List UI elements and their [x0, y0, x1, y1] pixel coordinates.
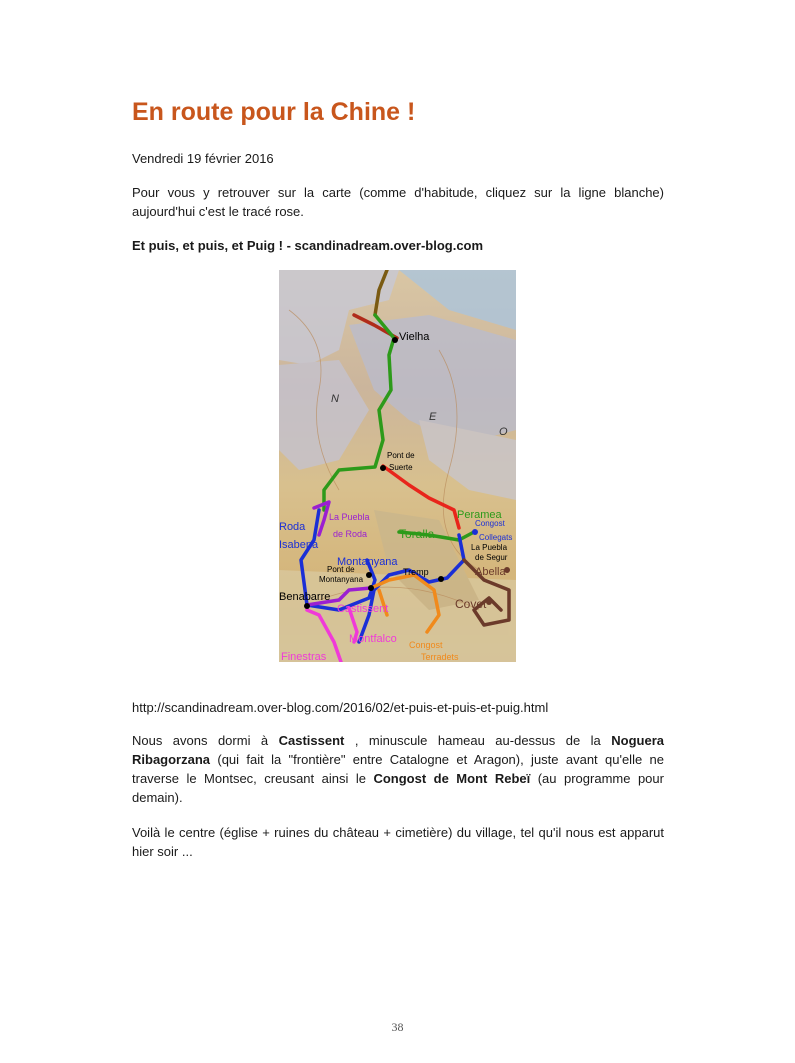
label-pont-suerte-1: Pont de: [387, 451, 415, 460]
p1-bold-noguera: Noguera Ribagorzana: [132, 733, 664, 767]
label-finestras: Finestras: [281, 651, 327, 662]
label-montfalco: Montfalco: [349, 633, 397, 645]
label-congost-terradets-1: Congost: [409, 640, 443, 650]
label-isabena: Isabena: [279, 539, 319, 551]
intro-paragraph: Pour vous y retrouver sur la carte (comme d'habitude, cliquez sur la ligne blanche) aujourd'hui c'est le tracé rose.: [132, 185, 664, 219]
label-vielha: Vielha: [399, 331, 430, 343]
route-map[interactable]: [279, 270, 516, 662]
label-pont-montanyana-2: Montanyana: [319, 575, 364, 584]
label-pont-montanyana-1: Pont de: [327, 565, 355, 574]
label-roda: Roda: [279, 521, 306, 533]
article-url[interactable]: http://scandinadream.over-blog.com/2016/02/et-puis-et-puis-et-puig.html: [132, 700, 549, 715]
paragraph-village: Voilà le centre (église + ruines du château + cimetière) du village, tel qu'il nous est apparut hier soir ...: [132, 825, 664, 859]
page-number: 38: [391, 1020, 404, 1034]
label-puebla-roda-1: La Puebla: [329, 512, 370, 522]
label-o: O: [499, 426, 508, 438]
linked-article-title[interactable]: Et puis, et puis, et Puig ! - scandinadream.over-blog.com: [132, 238, 484, 253]
label-tremp: Tremp: [403, 567, 429, 577]
label-castissent: Castissent: [337, 603, 389, 615]
p1-bold-castissent: Castissent: [278, 733, 345, 748]
label-montanyana: Montanyana: [337, 556, 398, 568]
label-pont-suerte-2: Suerte: [389, 463, 413, 472]
label-puebla-segur-1: La Puebla: [471, 543, 508, 552]
label-puebla-segur-2: de Segur: [475, 553, 508, 562]
label-puebla-roda-2: de Roda: [333, 529, 368, 539]
p1-text-4: (au programme pour demain).: [132, 771, 664, 805]
label-collegats: Collegats: [479, 533, 513, 542]
label-n: N: [331, 393, 339, 405]
page-title: En route pour la Chine !: [132, 98, 416, 126]
label-congost-terradets-2: Terradets: [421, 652, 459, 662]
paragraph-castissent: [132, 731, 664, 807]
label-congost: Congost: [475, 519, 505, 528]
p1-text-3: (qui fait la "frontière" entre Catalogne et Aragon), juste avant qu'elle ne traverse le Montsec, creusant ainsi le: [132, 752, 664, 786]
p1-text-2: , minuscule hameau au-dessus de la: [344, 733, 612, 748]
label-covet: Covet: [455, 597, 487, 611]
post-date: Vendredi 19 février 2016: [132, 151, 274, 166]
p1-text-1: Nous avons dormi à: [132, 733, 279, 748]
label-peramea: Peramea: [457, 509, 502, 521]
label-abella: Abella: [475, 566, 506, 578]
label-e: E: [429, 411, 437, 423]
label-toralla: Toralla: [399, 527, 435, 541]
label-benabarre: Benabarre: [279, 591, 331, 603]
p1-bold-congost: Congost de Mont Rebeï: [373, 771, 531, 786]
